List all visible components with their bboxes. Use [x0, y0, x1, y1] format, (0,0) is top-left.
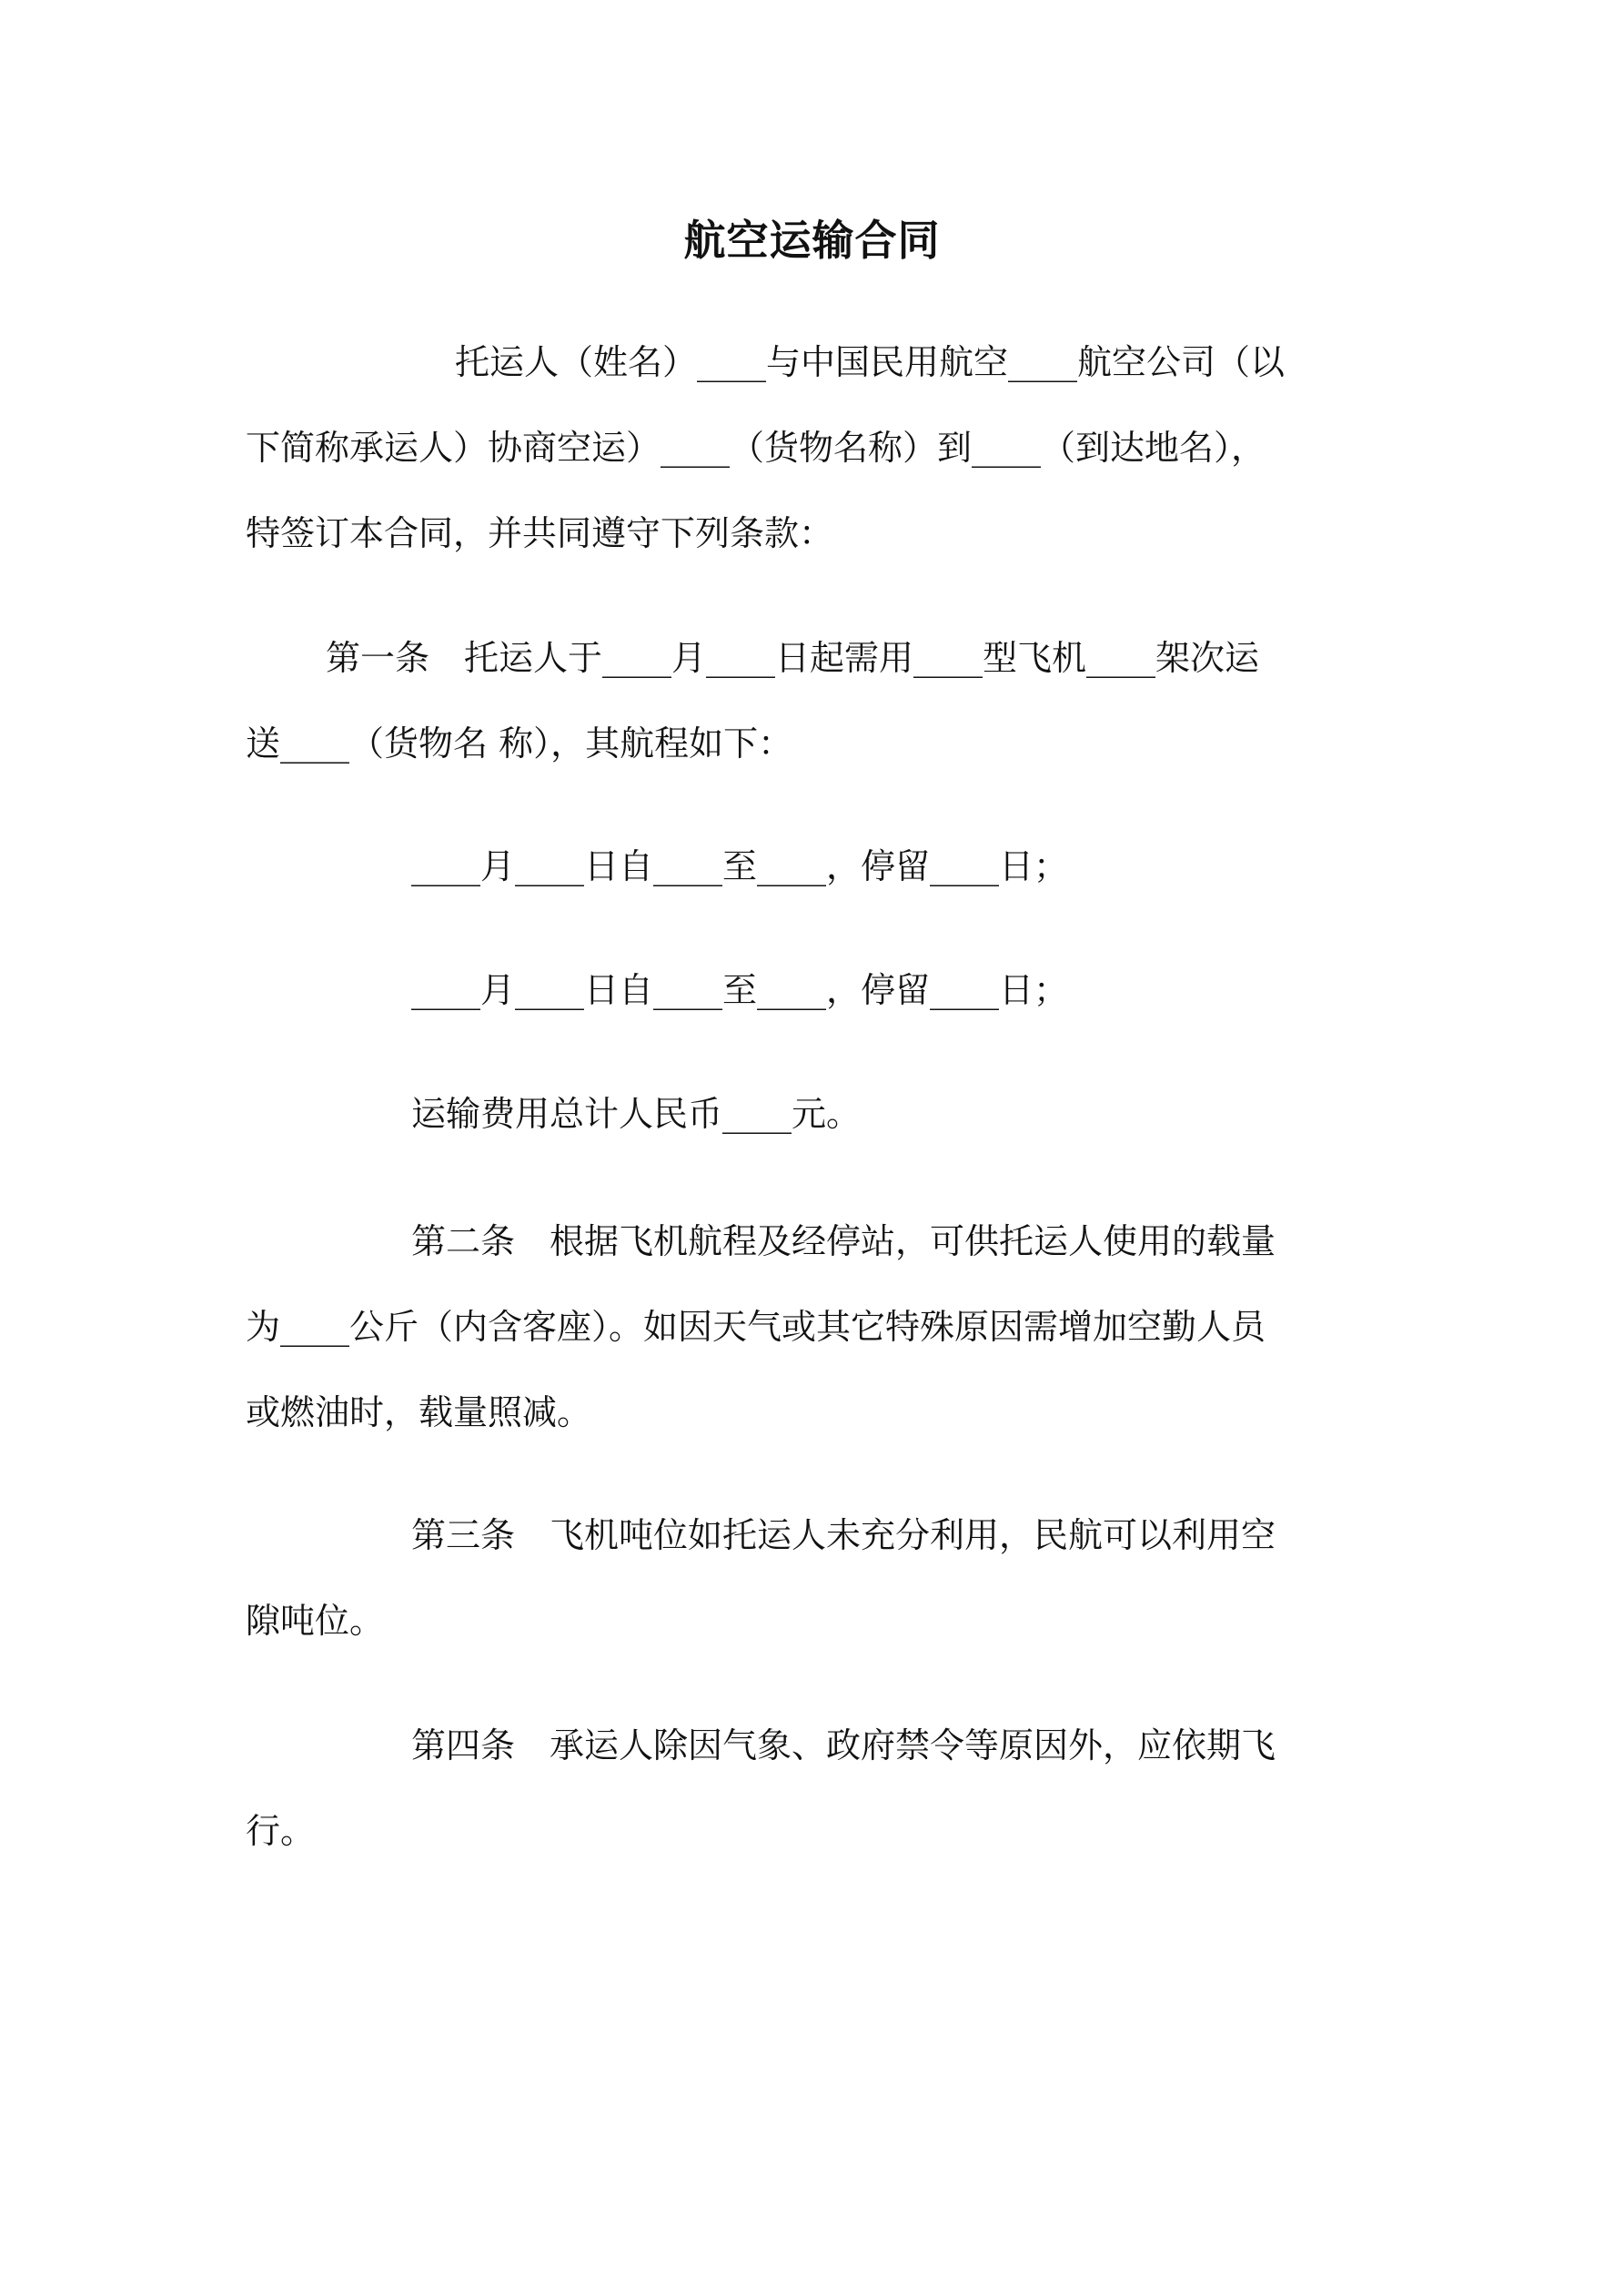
total-fee-line: 运输费用总计人民币____元。 — [411, 1094, 862, 1134]
article-2-line-1: 第二条 根据飞机航程及经停站，可供托运人使用的载量 — [411, 1221, 1276, 1261]
intro-paragraph — [246, 319, 1381, 576]
article-2-paragraph — [246, 1199, 1381, 1455]
article-1-line-1: 第一条 托运人于____月____日起需用____型飞机____架次运 — [326, 638, 1260, 678]
intro-line-3: 特签订本合同，并共同遵守下列条款： — [246, 513, 834, 553]
article-1-paragraph — [246, 615, 1381, 786]
article-4-line-2: 行。 — [246, 1811, 316, 1851]
article-2-line-3: 或燃油时，载量照减。 — [246, 1392, 592, 1432]
itinerary-line-1: ____月____日自____至____，停留____日； — [411, 846, 1069, 886]
article-2-line-2: 为____公斤（内含客座）。如因天气或其它特殊原因需增加空勤人员 — [246, 1307, 1266, 1347]
intro-line-2: 下简称承运人）协商空运）____（货物名称）到____（到达地名）， — [246, 428, 1266, 468]
itinerary-line-2: ____月____日自____至____，停留____日； — [411, 970, 1069, 1010]
article-3-line-2: 隙吨位。 — [246, 1601, 385, 1641]
document-title: 航空运输合同 — [683, 216, 941, 265]
intro-line-1: 托运人（姓名）____与中国民用航空____航空公司（以 — [455, 342, 1286, 382]
article-4-line-1: 第四条 承运人除因气象、政府禁令等原因外，应依期飞 — [411, 1725, 1276, 1765]
article-1-line-2: 送____（货物名 称），其航程如下： — [246, 723, 793, 764]
article-3-line-1: 第三条 飞机吨位如托运人未充分利用，民航可以利用空 — [411, 1515, 1276, 1555]
article-3-paragraph — [246, 1492, 1381, 1664]
article-4-paragraph — [246, 1703, 1381, 1874]
